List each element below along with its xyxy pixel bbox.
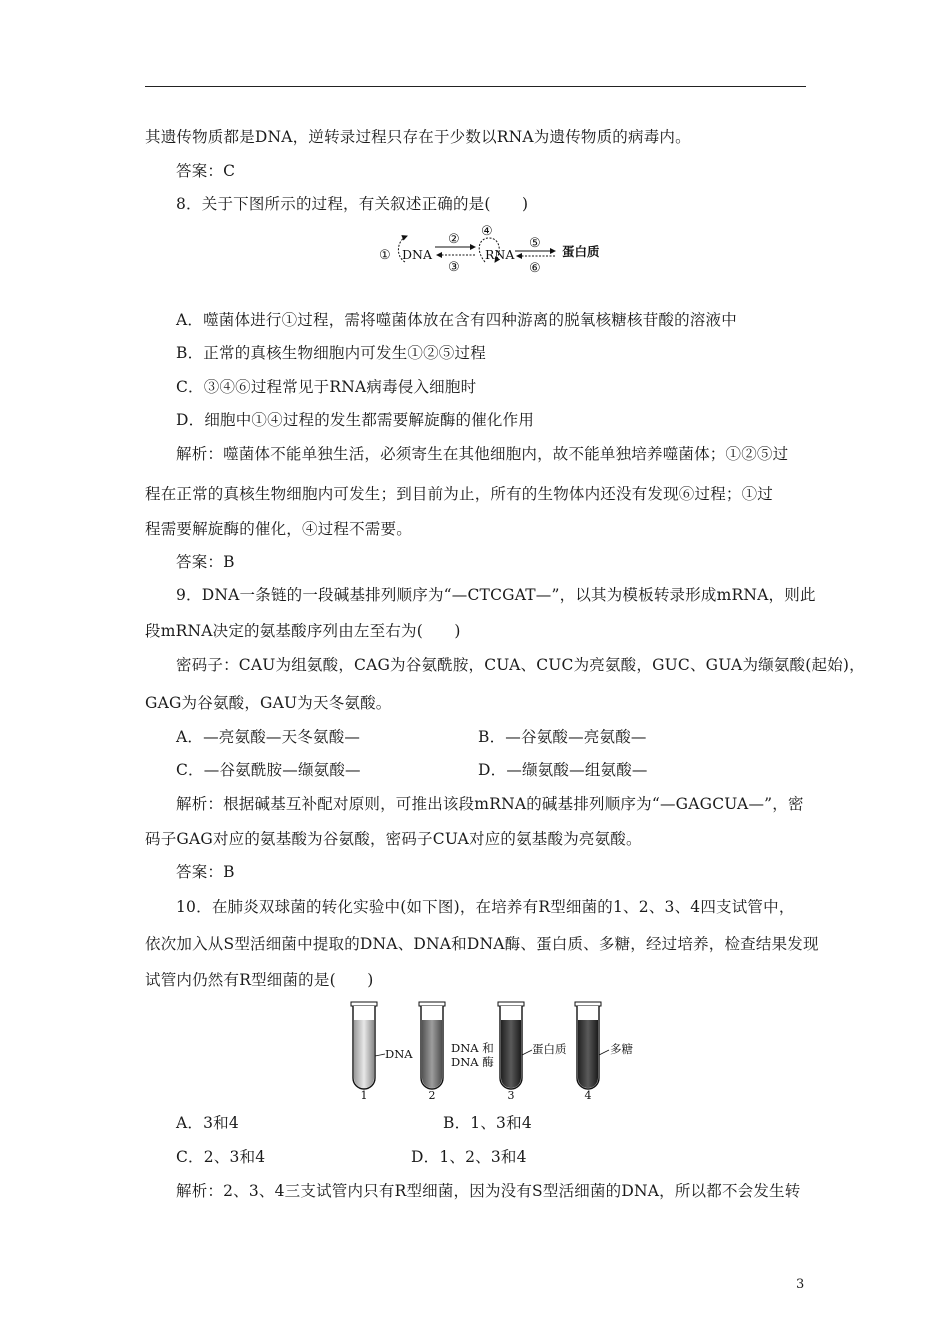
option-9d: D．—缬氨酸—组氨酸—	[478, 761, 648, 779]
option-10b: B．1、3和4	[443, 1114, 532, 1132]
header-rule	[145, 86, 806, 87]
step-2-label: ②	[448, 232, 460, 247]
tube-2-label-line2: DNA 酶	[451, 1055, 494, 1069]
test-tube-2	[419, 1002, 445, 1089]
tube-4-number: 4	[584, 1089, 592, 1100]
tube-1-label: DNA	[385, 1047, 413, 1061]
test-tube-4	[575, 1002, 601, 1089]
question-10-line3: 试管内仍然有R型细菌的是( )	[145, 971, 374, 989]
tube-3-label: 蛋白质	[532, 1042, 567, 1056]
step-5-label: ⑤	[529, 236, 541, 251]
question-10-line1: 10．在肺炎双球菌的转化实验中(如下图)，在培养有R型细菌的1、2、3、4四支试管中，	[176, 898, 795, 916]
dna-label: DNA	[402, 247, 432, 262]
option-8b: B．正常的真核生物细胞内可发生①②⑤过程	[176, 344, 486, 362]
answer-9: 答案：B	[176, 863, 235, 881]
option-9a: A．—亮氨酸—天冬氨酸—	[176, 728, 361, 746]
question-10-line2: 依次加入从S型活细菌中提取的DNA、DNA和DNA酶、蛋白质、多糖，经过培养，检查结果发现	[145, 935, 819, 953]
answer-8: 答案：B	[176, 553, 235, 571]
tube-1-number: 1	[360, 1089, 368, 1100]
test-tube-3	[498, 1002, 524, 1089]
test-tube-diagram	[340, 1000, 650, 1100]
step-3-label: ③	[448, 260, 460, 275]
explanation-8-line2: 程在正常的真核生物细胞内可发生；到目前为止，所有的生物体内还没有发现⑥过程；①过	[145, 485, 774, 503]
step-1-label: ①	[379, 248, 391, 263]
text-line: 其遗传物质都是DNA，逆转录过程只存在于少数以RNA为遗传物质的病毒内。	[145, 128, 691, 146]
question-9-line2: 段mRNA决定的氨基酸序列由左至右为( )	[145, 622, 461, 640]
test-tube-1	[351, 1002, 377, 1089]
option-10c: C．2、3和4	[176, 1148, 266, 1166]
explanation-9-line1: 解析：根据碱基互补配对原则，可推出该段mRNA的碱基排列顺序为“—GAGCUA—”，密	[176, 795, 804, 813]
codon-table-line1: 密码子：CAU为组氨酸，CAG为谷氨酰胺，CUA、CUC为亮氨酸，GUC、GUA为缬氨酸(起始)，	[176, 656, 865, 674]
explanation-8-line1: 解析：噬菌体不能单独生活，必须寄生在其他细胞内，故不能单独培养噬菌体；①②⑤过	[176, 445, 789, 463]
tube-2-number: 2	[428, 1089, 436, 1100]
tube-2-label-line1: DNA 和	[451, 1041, 494, 1055]
step-6-label: ⑥	[529, 261, 541, 276]
explanation-8-line3: 程需要解旋酶的催化，④过程不需要。	[145, 520, 412, 538]
tube-4-label: 多糖	[610, 1042, 633, 1056]
option-10a: A．3和4	[176, 1114, 239, 1132]
explanation-9-line2: 码子GAG对应的氨基酸为谷氨酸，密码子CUA对应的氨基酸为亮氨酸。	[145, 830, 642, 848]
question-8: 8．关于下图所示的过程，有关叙述正确的是( )	[176, 195, 529, 213]
rna-label: RNA	[485, 247, 515, 262]
option-8d: D．细胞中①④过程的发生都需要解旋酶的催化作用	[176, 411, 535, 429]
option-10d: D．1、2、3和4	[411, 1148, 527, 1166]
page-number: 3	[796, 1277, 805, 1292]
central-dogma-diagram	[375, 222, 615, 276]
option-8a: A．噬菌体进行①过程，需将噬菌体放在含有四种游离的脱氧核糖核苷酸的溶液中	[176, 311, 737, 329]
step-4-label: ④	[481, 224, 493, 239]
answer-7: 答案：C	[176, 162, 236, 180]
question-9-line1: 9．DNA一条链的一段碱基排列顺序为“—CTCGAT—”，以其为模板转录形成mRNA，则此	[176, 586, 816, 604]
option-9c: C．—谷氨酰胺—缬氨酸—	[176, 761, 361, 779]
explanation-10-line1: 解析：2、3、4三支试管内只有R型细菌，因为没有S型活细菌的DNA，所以都不会发生转	[176, 1182, 801, 1200]
option-9b: B．—谷氨酸—亮氨酸—	[478, 728, 647, 746]
protein-label: 蛋白质	[562, 244, 600, 259]
codon-table-line2: GAG为谷氨酸，GAU为天冬氨酸。	[145, 694, 392, 712]
option-8c: C．③④⑥过程常见于RNA病毒侵入细胞时	[176, 378, 477, 396]
tube-3-number: 3	[507, 1089, 515, 1100]
